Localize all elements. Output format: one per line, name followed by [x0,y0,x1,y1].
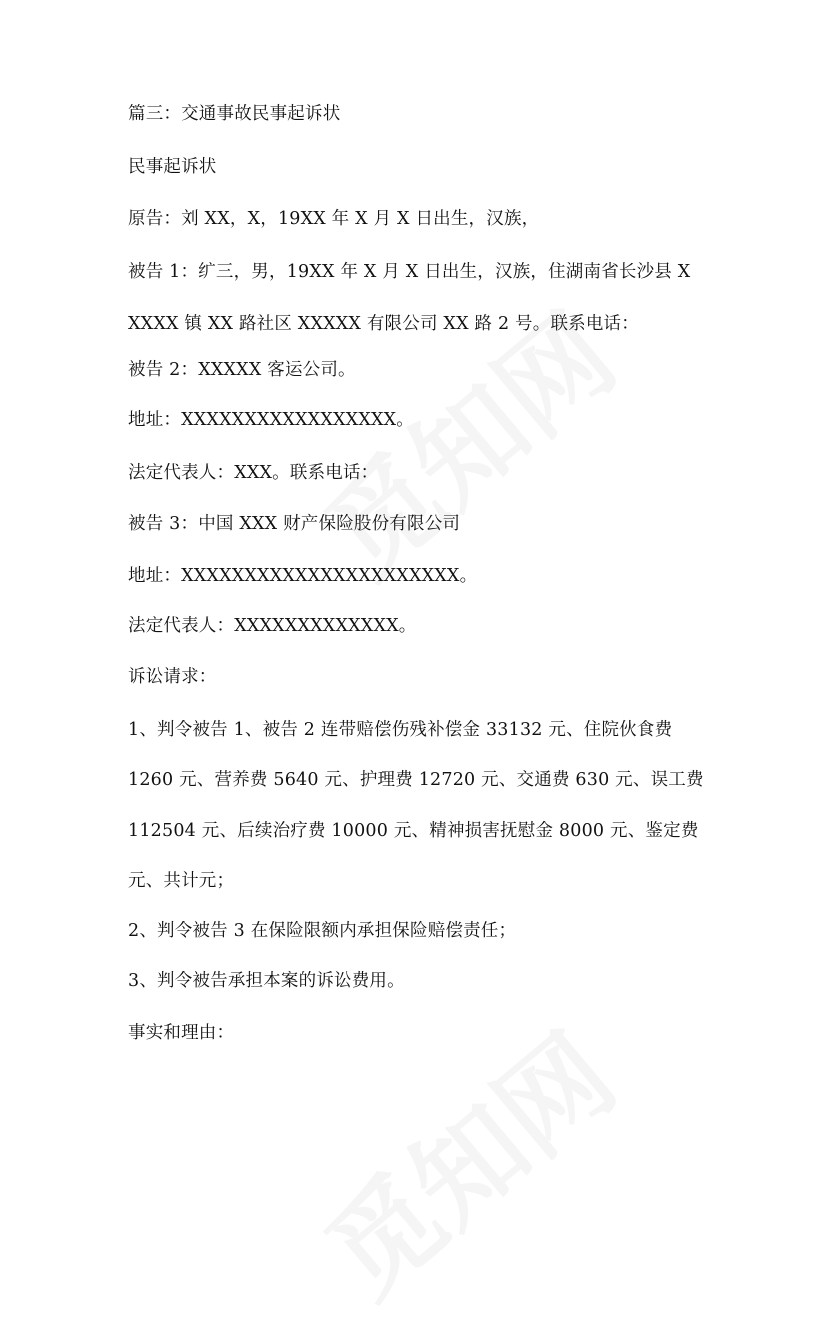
defendant-2-line: 被告 2：XXXXX 客运公司。 [128,360,356,380]
claim-1-line-4: 元、共计元； [128,871,235,891]
defendant-3-representative-line: 法定代表人：XXXXXXXXXXXXX。 [128,616,417,636]
claim-1-line-1: 1、判令被告 1、被告 2 连带赔偿伤残补偿金 33132 元、住院伙食费 [128,720,673,740]
claim-1-line-3: 112504 元、后续治疗费 10000 元、精神损害抚慰金 8000 元、鉴定费 [128,821,699,841]
defendant-2-address-line: 地址：XXXXXXXXXXXXXXXXX。 [128,410,414,430]
doc-subtitle: 民事起诉状 [128,157,217,177]
facts-heading: 事实和理由： [128,1023,235,1043]
doc-title: 篇三：交通事故民事起诉状 [128,104,341,124]
claim-1-line-2: 1260 元、营养费 5640 元、护理费 12720 元、交通费 630 元、误工费 [128,770,704,790]
claim-3-line: 3、判令被告承担本案的诉讼费用。 [128,971,405,991]
claim-2-line: 2、判令被告 3 在保险限额内承担保险赔偿责任； [128,921,517,941]
defendant-1-line: 被告 1：纩三，男，19XX 年 X 月 X 日出生，汉族，住湖南省长沙县 X [128,262,691,282]
watermark-bottom [288,992,642,1325]
claims-heading: 诉讼请求： [128,667,217,687]
plaintiff-line: 原告：刘 XX，X，19XX 年 X 月 X 日出生，汉族， [128,209,540,229]
defendant-2-representative-line: 法定代表人：XXX。联系电话： [128,463,379,483]
defendant-3-line: 被告 3：中国 XXX 财产保险股份有限公司 [128,514,461,534]
defendant-3-address-line: 地址：XXXXXXXXXXXXXXXXXXXXXX。 [128,566,478,586]
defendant-1-address-line: XXXX 镇 XX 路社区 XXXXX 有限公司 XX 路 2 号。联系电话： [128,314,639,334]
